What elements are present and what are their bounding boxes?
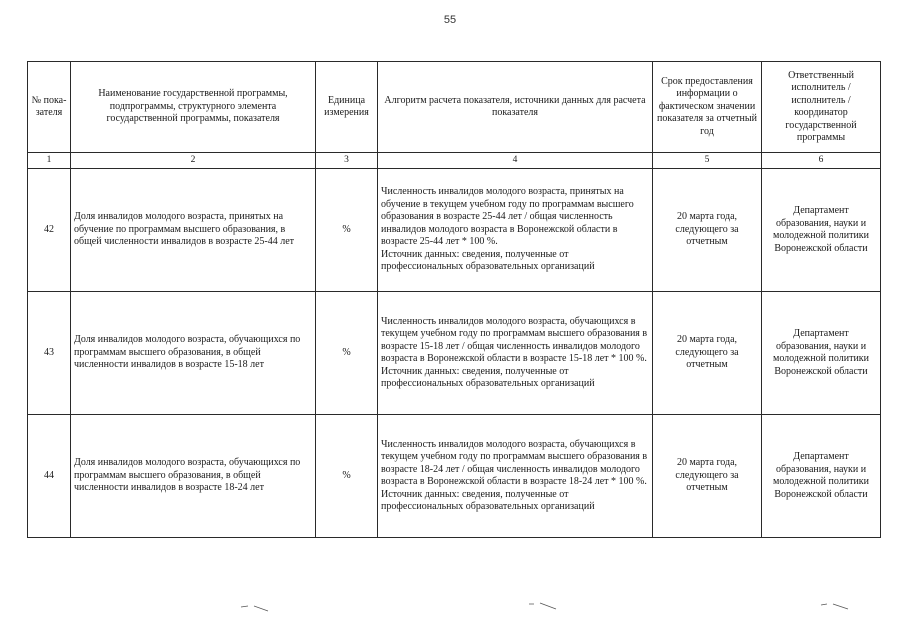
page-number: 55 (443, 14, 457, 26)
indicator-algorithm-cell (378, 292, 653, 415)
header-indicator-number: № пока-зателя (28, 62, 71, 153)
table-header-row (28, 62, 881, 153)
scan-mark (528, 602, 558, 610)
scan-mark (240, 604, 270, 612)
table-row (28, 292, 881, 415)
indicator-responsible: Департамент образования, науки и молодежной политики Воронежской области (762, 292, 881, 415)
indicator-algorithm-cell (378, 169, 653, 292)
indicator-unit: % (316, 169, 378, 292)
indicator-algorithm: Численность инвалидов молодого возраста, обучающихся в текущем учебном году по программам высшего образования в возрасте 18-24 лет / общая численность инвалидов молодого возраста в Воронежской области в возрасте 18-24 лет * 100 %. (381, 438, 648, 487)
column-number: 5 (653, 153, 762, 169)
indicator-deadline: 20 марта года, следующего за отчетным (653, 169, 762, 292)
indicator-deadline: 20 марта года, следующего за отчетным (653, 415, 762, 538)
header-responsible: Ответственный исполнитель / исполнитель / координатор государственной программы (762, 62, 881, 153)
scan-mark (820, 602, 850, 610)
column-number: 2 (71, 153, 316, 169)
indicator-deadline: 20 марта года, следующего за отчетным (653, 292, 762, 415)
indicator-name: Доля инвалидов молодого возраста, принятых на обучение по программам высшего образования, в общей численности инвалидов в возрасте 25-44 лет (71, 169, 316, 292)
header-algorithm: Алгоритм расчета показателя, источники данных для расчета показателя (378, 62, 653, 153)
column-numbers-row (28, 153, 881, 169)
indicator-data-source: Источник данных: сведения, полученные от профессиональных образовательных организаций (381, 248, 595, 273)
column-number: 3 (316, 153, 378, 169)
header-indicator-name: Наименование государственной программы, подпрограммы, структурного элемента государственной программы, показателя (71, 62, 316, 153)
header-unit: Единица измерения (316, 62, 378, 153)
indicator-algorithm: Численность инвалидов молодого возраста, обучающихся в текущем учебном году по программам высшего образования в возрасте 15-18 лет / общая численность инвалидов молодого возраста в Воронежской области в возрасте 15-18 лет * 100 %. (381, 315, 648, 364)
header-deadline: Срок предоставления информации о фактическом значении показателя за отчетный год (653, 62, 762, 153)
indicator-algorithm-cell (378, 415, 653, 538)
table-row (28, 169, 881, 292)
column-number: 6 (762, 153, 881, 169)
column-number: 1 (28, 153, 71, 169)
indicator-name: Доля инвалидов молодого возраста, обучающихся по программам высшего образования, в общей численности инвалидов в возрасте 18-24 лет (71, 415, 316, 538)
indicator-algorithm: Численность инвалидов молодого возраста, принятых на обучение в текущем учебном году по программам высшего образования в возрасте 25-44 лет / общая численность инвалидов молодого возраста в Воронежской области в возрасте 25-44 лет * 100 %. (381, 186, 634, 248)
indicator-number: 43 (28, 292, 71, 415)
indicator-data-source: Источник данных: сведения, полученные от профессиональных образовательных организаций (381, 488, 595, 512)
indicator-name: Доля инвалидов молодого возраста, обучающихся по программам высшего образования, в общей численности инвалидов в возрасте 15-18 лет (71, 292, 316, 415)
indicator-unit: % (316, 415, 378, 538)
indicators-table (27, 61, 881, 538)
indicator-number: 42 (28, 169, 71, 292)
table-row (28, 415, 881, 538)
indicator-data-source: Источник данных: сведения, полученные от профессиональных образовательных организаций (381, 365, 595, 389)
indicator-responsible: Департамент образования, науки и молодежной политики Воронежской области (762, 415, 881, 538)
indicator-number: 44 (28, 415, 71, 538)
column-number: 4 (378, 153, 653, 169)
indicator-unit: % (316, 292, 378, 415)
indicator-responsible: Департамент образования, науки и молодежной политики Воронежской области (762, 169, 881, 292)
